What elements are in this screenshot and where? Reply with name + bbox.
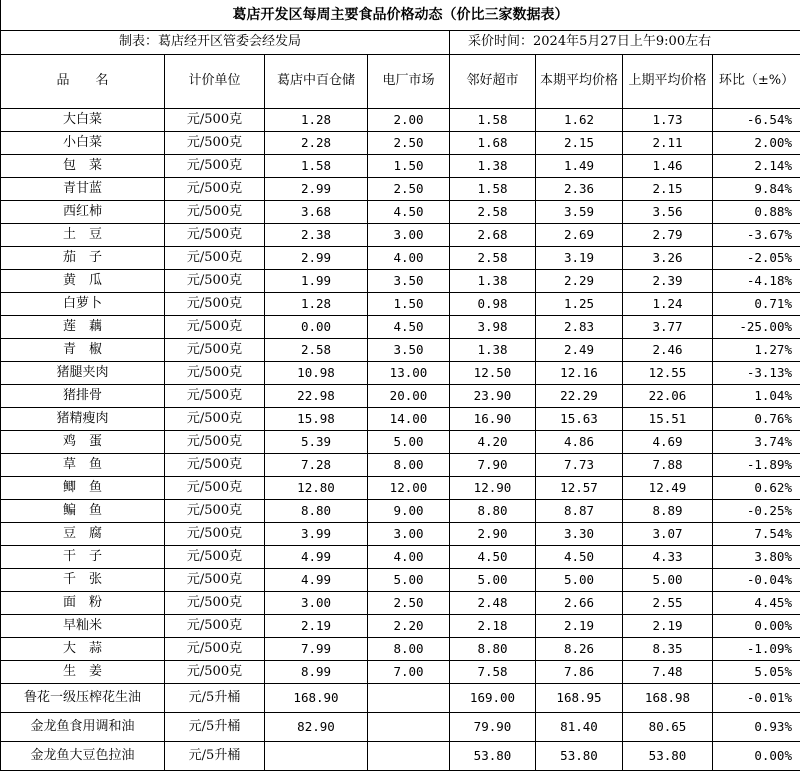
item-name: 西红柿 — [1, 201, 165, 224]
item-name: 小白菜 — [1, 132, 165, 155]
table-row — [1, 339, 800, 362]
item-name: 包 菜 — [1, 155, 165, 178]
item-name: 金龙鱼食用调和油 — [1, 713, 165, 742]
price-cur-avg: 2.83 — [536, 316, 623, 339]
table-row — [1, 523, 800, 546]
price-store2: 5.00 — [368, 431, 450, 454]
price-store3: 7.58 — [450, 661, 536, 684]
table-row — [1, 178, 800, 201]
price-store3: 2.68 — [450, 224, 536, 247]
price-change: 0.76% — [713, 408, 800, 431]
price-cur-avg: 1.49 — [536, 155, 623, 178]
price-store2: 14.00 — [368, 408, 450, 431]
price-prev-avg: 7.88 — [623, 454, 713, 477]
price-store3: 2.18 — [450, 615, 536, 638]
price-store1: 7.28 — [265, 454, 368, 477]
price-cur-avg: 2.29 — [536, 270, 623, 293]
price-store2 — [368, 713, 450, 742]
table-row — [1, 592, 800, 615]
header-cur-avg: 本期平均价格 — [536, 55, 623, 109]
price-store3: 3.98 — [450, 316, 536, 339]
price-store1: 8.80 — [265, 500, 368, 523]
price-store1: 0.00 — [265, 316, 368, 339]
price-store2: 12.00 — [368, 477, 450, 500]
item-unit: 元/500克 — [165, 477, 265, 500]
price-store2: 4.00 — [368, 546, 450, 569]
price-change: -3.67% — [713, 224, 800, 247]
header-unit: 计价单位 — [165, 55, 265, 109]
table-row — [1, 270, 800, 293]
price-store2: 4.50 — [368, 201, 450, 224]
item-unit: 元/500克 — [165, 270, 265, 293]
price-store3: 53.80 — [450, 742, 536, 771]
price-store3: 12.90 — [450, 477, 536, 500]
price-store1: 2.58 — [265, 339, 368, 362]
price-cur-avg: 4.50 — [536, 546, 623, 569]
price-prev-avg: 80.65 — [623, 713, 713, 742]
price-prev-avg: 4.33 — [623, 546, 713, 569]
price-store1: 3.00 — [265, 592, 368, 615]
price-change: 9.84% — [713, 178, 800, 201]
oil-row — [1, 684, 800, 713]
item-unit: 元/500克 — [165, 500, 265, 523]
item-name: 莲 藕 — [1, 316, 165, 339]
item-name: 大白菜 — [1, 109, 165, 132]
table-row — [1, 224, 800, 247]
price-cur-avg: 12.57 — [536, 477, 623, 500]
price-store1: 1.58 — [265, 155, 368, 178]
price-store1: 1.28 — [265, 293, 368, 316]
table-row — [1, 247, 800, 270]
table-row — [1, 477, 800, 500]
price-prev-avg: 2.19 — [623, 615, 713, 638]
table-row — [1, 408, 800, 431]
item-name: 豆 腐 — [1, 523, 165, 546]
table-row — [1, 638, 800, 661]
price-prev-avg: 2.55 — [623, 592, 713, 615]
price-prev-avg: 1.73 — [623, 109, 713, 132]
price-cur-avg: 2.69 — [536, 224, 623, 247]
price-prev-avg: 168.98 — [623, 684, 713, 713]
price-change: 0.62% — [713, 477, 800, 500]
price-store1: 5.39 — [265, 431, 368, 454]
price-prev-avg: 2.11 — [623, 132, 713, 155]
price-store1: 1.99 — [265, 270, 368, 293]
price-store1: 22.98 — [265, 385, 368, 408]
price-change: 1.04% — [713, 385, 800, 408]
price-change: -2.05% — [713, 247, 800, 270]
price-change: 2.14% — [713, 155, 800, 178]
item-unit: 元/500克 — [165, 109, 265, 132]
price-cur-avg: 168.95 — [536, 684, 623, 713]
item-name: 青 椒 — [1, 339, 165, 362]
item-name: 猪排骨 — [1, 385, 165, 408]
item-name: 鲫 鱼 — [1, 477, 165, 500]
price-store1: 2.28 — [265, 132, 368, 155]
item-name: 白萝卜 — [1, 293, 165, 316]
price-store3: 169.00 — [450, 684, 536, 713]
price-store1: 2.38 — [265, 224, 368, 247]
item-unit: 元/500克 — [165, 385, 265, 408]
price-cur-avg: 1.25 — [536, 293, 623, 316]
price-cur-avg: 12.16 — [536, 362, 623, 385]
price-store3: 1.38 — [450, 155, 536, 178]
price-store3: 2.90 — [450, 523, 536, 546]
price-change: 4.45% — [713, 592, 800, 615]
price-prev-avg: 3.07 — [623, 523, 713, 546]
item-unit: 元/500克 — [165, 132, 265, 155]
price-store2: 2.00 — [368, 109, 450, 132]
header-row — [1, 55, 800, 109]
price-change: -25.00% — [713, 316, 800, 339]
item-unit: 元/500克 — [165, 339, 265, 362]
price-cur-avg: 2.49 — [536, 339, 623, 362]
item-unit: 元/500克 — [165, 155, 265, 178]
table-row — [1, 316, 800, 339]
price-change: 5.05% — [713, 661, 800, 684]
price-store2: 7.00 — [368, 661, 450, 684]
item-unit: 元/500克 — [165, 362, 265, 385]
item-name: 生 姜 — [1, 661, 165, 684]
item-name: 猪腿夹肉 — [1, 362, 165, 385]
price-change: 0.88% — [713, 201, 800, 224]
price-cur-avg: 7.86 — [536, 661, 623, 684]
item-name: 金龙鱼大豆色拉油 — [1, 742, 165, 771]
item-unit: 元/500克 — [165, 431, 265, 454]
price-store1: 2.19 — [265, 615, 368, 638]
price-change: -0.04% — [713, 569, 800, 592]
price-store3: 4.20 — [450, 431, 536, 454]
oil-row — [1, 742, 800, 771]
item-name: 青甘蓝 — [1, 178, 165, 201]
price-store2: 4.50 — [368, 316, 450, 339]
header-store2: 电厂市场 — [368, 55, 450, 109]
item-name: 干 子 — [1, 546, 165, 569]
price-prev-avg: 7.48 — [623, 661, 713, 684]
price-store1: 168.90 — [265, 684, 368, 713]
price-change: -6.54% — [713, 109, 800, 132]
item-name: 鳊 鱼 — [1, 500, 165, 523]
price-cur-avg: 2.66 — [536, 592, 623, 615]
price-change: -1.89% — [713, 454, 800, 477]
price-store1 — [265, 742, 368, 771]
table-row — [1, 454, 800, 477]
price-cur-avg: 3.19 — [536, 247, 623, 270]
price-store3: 5.00 — [450, 569, 536, 592]
price-change: 0.71% — [713, 293, 800, 316]
header-store1: 葛店中百仓储 — [265, 55, 368, 109]
price-store2: 9.00 — [368, 500, 450, 523]
price-store2: 1.50 — [368, 293, 450, 316]
price-store3: 2.48 — [450, 592, 536, 615]
price-store2: 3.00 — [368, 523, 450, 546]
table-row — [1, 431, 800, 454]
price-store3: 1.38 — [450, 339, 536, 362]
price-store2: 3.50 — [368, 270, 450, 293]
item-unit: 元/500克 — [165, 638, 265, 661]
price-cur-avg: 5.00 — [536, 569, 623, 592]
price-store1: 10.98 — [265, 362, 368, 385]
item-unit: 元/500克 — [165, 316, 265, 339]
price-store1: 4.99 — [265, 546, 368, 569]
price-change: 0.93% — [713, 713, 800, 742]
price-store2 — [368, 684, 450, 713]
price-change: 3.74% — [713, 431, 800, 454]
item-unit: 元/5升桶 — [165, 713, 265, 742]
price-cur-avg: 4.86 — [536, 431, 623, 454]
header-name: 品 名 — [1, 55, 165, 109]
price-store1: 8.99 — [265, 661, 368, 684]
price-store2: 3.50 — [368, 339, 450, 362]
item-name: 草 鱼 — [1, 454, 165, 477]
oil-row — [1, 713, 800, 742]
price-store1: 12.80 — [265, 477, 368, 500]
price-store3: 12.50 — [450, 362, 536, 385]
price-prev-avg: 22.06 — [623, 385, 713, 408]
title-row — [1, 0, 800, 31]
price-change: 1.27% — [713, 339, 800, 362]
item-unit: 元/5升桶 — [165, 742, 265, 771]
price-cur-avg: 22.29 — [536, 385, 623, 408]
price-prev-avg: 3.77 — [623, 316, 713, 339]
item-unit: 元/500克 — [165, 661, 265, 684]
header-change: 环比（±%） — [713, 55, 800, 109]
item-unit: 元/500克 — [165, 224, 265, 247]
price-store2: 1.50 — [368, 155, 450, 178]
price-store2: 2.50 — [368, 592, 450, 615]
meta-row — [1, 31, 800, 55]
price-prev-avg: 2.79 — [623, 224, 713, 247]
item-name: 黄 瓜 — [1, 270, 165, 293]
price-change: -3.13% — [713, 362, 800, 385]
price-change: -0.25% — [713, 500, 800, 523]
price-store1: 2.99 — [265, 247, 368, 270]
price-store1: 1.28 — [265, 109, 368, 132]
table-row — [1, 132, 800, 155]
price-cur-avg: 3.30 — [536, 523, 623, 546]
price-store2: 2.50 — [368, 178, 450, 201]
price-cur-avg: 81.40 — [536, 713, 623, 742]
price-cur-avg: 2.15 — [536, 132, 623, 155]
table-row — [1, 155, 800, 178]
price-change: -1.09% — [713, 638, 800, 661]
table-row — [1, 109, 800, 132]
price-prev-avg: 4.69 — [623, 431, 713, 454]
item-name: 大 蒜 — [1, 638, 165, 661]
price-prev-avg: 2.15 — [623, 178, 713, 201]
price-store1: 4.99 — [265, 569, 368, 592]
maker-text: 制表：葛店经开区管委会经发局 — [1, 31, 450, 55]
price-cur-avg: 2.19 — [536, 615, 623, 638]
header-prev-avg: 上期平均价格 — [623, 55, 713, 109]
item-unit: 元/5升桶 — [165, 684, 265, 713]
price-change: 2.00% — [713, 132, 800, 155]
price-store3: 1.58 — [450, 178, 536, 201]
item-unit: 元/500克 — [165, 615, 265, 638]
price-store3: 8.80 — [450, 500, 536, 523]
price-store3: 79.90 — [450, 713, 536, 742]
price-change: 0.00% — [713, 742, 800, 771]
price-change: 7.54% — [713, 523, 800, 546]
price-prev-avg: 2.39 — [623, 270, 713, 293]
price-cur-avg: 2.36 — [536, 178, 623, 201]
price-store3: 16.90 — [450, 408, 536, 431]
table-row — [1, 661, 800, 684]
price-store3: 1.68 — [450, 132, 536, 155]
price-cur-avg: 8.87 — [536, 500, 623, 523]
table-row — [1, 615, 800, 638]
table-row — [1, 293, 800, 316]
price-cur-avg: 1.62 — [536, 109, 623, 132]
price-store3: 8.80 — [450, 638, 536, 661]
price-prev-avg: 3.26 — [623, 247, 713, 270]
item-name: 面 粉 — [1, 592, 165, 615]
item-name: 土 豆 — [1, 224, 165, 247]
sheet-title: 葛店开发区每周主要食品价格动态（价比三家数据表） — [1, 0, 800, 31]
item-unit: 元/500克 — [165, 293, 265, 316]
item-unit: 元/500克 — [165, 454, 265, 477]
price-store1: 2.99 — [265, 178, 368, 201]
price-cur-avg: 3.59 — [536, 201, 623, 224]
price-store3: 1.38 — [450, 270, 536, 293]
price-cur-avg: 15.63 — [536, 408, 623, 431]
table-row — [1, 362, 800, 385]
price-store3: 2.58 — [450, 201, 536, 224]
price-store2: 2.20 — [368, 615, 450, 638]
price-store3: 7.90 — [450, 454, 536, 477]
price-store2: 5.00 — [368, 569, 450, 592]
item-unit: 元/500克 — [165, 247, 265, 270]
price-store3: 4.50 — [450, 546, 536, 569]
price-prev-avg: 15.51 — [623, 408, 713, 431]
price-change: 0.00% — [713, 615, 800, 638]
item-name: 猪精瘦肉 — [1, 408, 165, 431]
item-unit: 元/500克 — [165, 523, 265, 546]
table-row — [1, 500, 800, 523]
price-store2: 20.00 — [368, 385, 450, 408]
price-change: -4.18% — [713, 270, 800, 293]
item-name: 鸡 蛋 — [1, 431, 165, 454]
price-store2: 2.50 — [368, 132, 450, 155]
item-unit: 元/500克 — [165, 201, 265, 224]
price-prev-avg: 2.46 — [623, 339, 713, 362]
price-prev-avg: 8.35 — [623, 638, 713, 661]
price-prev-avg: 8.89 — [623, 500, 713, 523]
price-prev-avg: 12.55 — [623, 362, 713, 385]
table-row — [1, 569, 800, 592]
item-unit: 元/500克 — [165, 592, 265, 615]
item-unit: 元/500克 — [165, 546, 265, 569]
price-cur-avg: 8.26 — [536, 638, 623, 661]
price-cur-avg: 53.80 — [536, 742, 623, 771]
price-store2: 8.00 — [368, 638, 450, 661]
price-prev-avg: 1.46 — [623, 155, 713, 178]
price-store2: 3.00 — [368, 224, 450, 247]
price-cur-avg: 7.73 — [536, 454, 623, 477]
price-store1: 3.99 — [265, 523, 368, 546]
price-store3: 2.58 — [450, 247, 536, 270]
price-store1: 15.98 — [265, 408, 368, 431]
table-row — [1, 546, 800, 569]
price-store2: 13.00 — [368, 362, 450, 385]
price-prev-avg: 53.80 — [623, 742, 713, 771]
item-unit: 元/500克 — [165, 408, 265, 431]
collect-time-text: 采价时间：2024年5月27日上午9:00左右 — [450, 31, 800, 55]
price-store3: 1.58 — [450, 109, 536, 132]
item-name: 千 张 — [1, 569, 165, 592]
price-store2: 8.00 — [368, 454, 450, 477]
price-store1: 7.99 — [265, 638, 368, 661]
price-change: 3.80% — [713, 546, 800, 569]
item-name: 茄 子 — [1, 247, 165, 270]
price-store2: 4.00 — [368, 247, 450, 270]
price-prev-avg: 12.49 — [623, 477, 713, 500]
price-prev-avg: 5.00 — [623, 569, 713, 592]
price-store3: 23.90 — [450, 385, 536, 408]
table-row — [1, 385, 800, 408]
header-store3: 邻好超市 — [450, 55, 536, 109]
price-prev-avg: 1.24 — [623, 293, 713, 316]
item-unit: 元/500克 — [165, 178, 265, 201]
item-name: 早籼米 — [1, 615, 165, 638]
item-unit: 元/500克 — [165, 569, 265, 592]
item-name: 鲁花一级压榨花生油 — [1, 684, 165, 713]
price-store1: 82.90 — [265, 713, 368, 742]
price-change: -0.01% — [713, 684, 800, 713]
price-store1: 3.68 — [265, 201, 368, 224]
table-row — [1, 201, 800, 224]
price-prev-avg: 3.56 — [623, 201, 713, 224]
price-store3: 0.98 — [450, 293, 536, 316]
price-store2 — [368, 742, 450, 771]
